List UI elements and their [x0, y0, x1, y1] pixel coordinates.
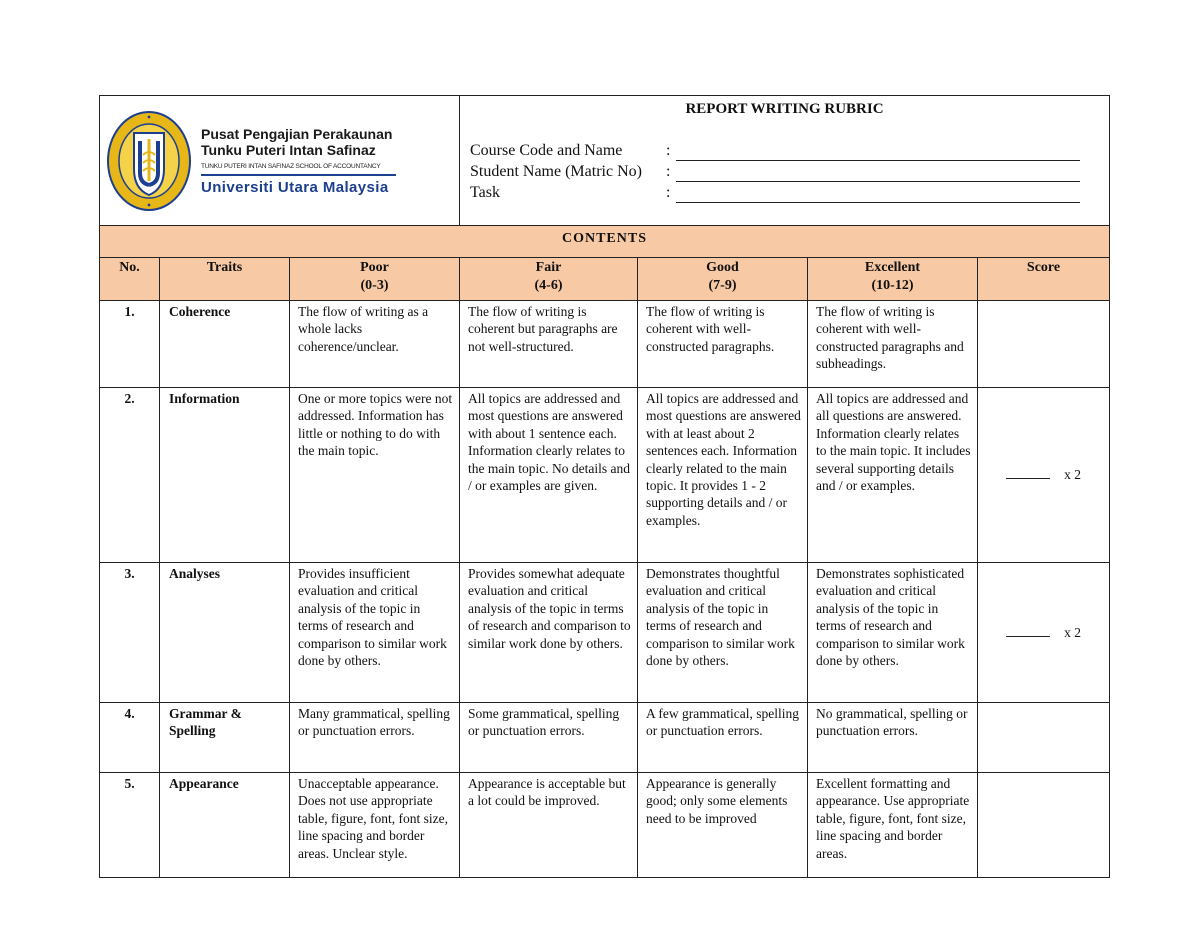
- col-poor: [290, 258, 460, 301]
- header-row: [100, 96, 1110, 226]
- excellent-description: The flow of writing is coherent with well-constructed paragraphs and subheadings.: [808, 301, 978, 388]
- field-colon: :: [666, 142, 671, 159]
- row-number: 5.: [100, 773, 160, 878]
- row-number: 2.: [100, 388, 160, 563]
- field-label: Course Code and Name: [470, 142, 623, 159]
- task-input-line[interactable]: [676, 187, 1080, 203]
- col-fair-label: Fair: [535, 260, 562, 275]
- trait-name: Information: [160, 388, 290, 563]
- logo-cell: [100, 96, 460, 226]
- row-number: 4.: [100, 703, 160, 773]
- good-description: The flow of writing is coherent with well-constructed paragraphs.: [638, 301, 808, 388]
- fair-description: All topics are addressed and most questions are answered with about 1 sentence each. Information clearly relates to the main topic. No details and / or examples are given.: [460, 388, 638, 563]
- excellent-description: No grammatical, spelling or punctuation errors.: [808, 703, 978, 773]
- col-traits-label: Traits: [206, 260, 243, 275]
- institute-name-line1: Pusat Pengajian Perakaunan: [201, 125, 393, 142]
- trait-name: Appearance: [160, 773, 290, 878]
- good-description: Demonstrates thoughtful evaluation and critical analysis of the topic in terms of research and comparison to similar work done by others.: [638, 563, 808, 703]
- poor-description: Unacceptable appearance. Does not use appropriate table, figure, font, font size, line spacing and border areas. Unclear style.: [290, 773, 460, 878]
- col-no-label: No.: [119, 260, 140, 275]
- poor-description: The flow of writing as a whole lacks coherence/unclear.: [290, 301, 460, 388]
- poor-description: One or more topics were not addressed. Information has little or nothing to do with the main topic.: [290, 388, 460, 563]
- col-good-range: (7-9): [708, 278, 737, 293]
- col-score-label: Score: [1026, 260, 1061, 275]
- poor-description: Provides insufficient evaluation and critical analysis of the topic in terms of research and comparison to similar work done by others.: [290, 563, 460, 703]
- course-input-line[interactable]: [676, 145, 1080, 161]
- field-student: [470, 161, 1109, 182]
- excellent-description: Excellent formatting and appearance. Use appropriate table, figure, font, font size, line spacing and border areas.: [808, 773, 978, 878]
- contents-heading: CONTENTS: [100, 226, 1110, 258]
- fair-description: The flow of writing is coherent but paragraphs are not well-structured.: [460, 301, 638, 388]
- row-number: 1.: [100, 301, 160, 388]
- institute-english-name: TUNKU PUTERI INTAN SAFINAZ SCHOOL OF ACCOUNTANCY: [201, 162, 381, 170]
- col-fair: [460, 258, 638, 301]
- field-course: [470, 140, 1109, 161]
- poor-description: Many grammatical, spelling or punctuation errors.: [290, 703, 460, 773]
- trait-name: Analyses: [160, 563, 290, 703]
- title-cell: [460, 96, 1110, 226]
- row-number: 3.: [100, 563, 160, 703]
- excellent-description: All topics are addressed and all questions are answered. Information clearly relates to the main topic. It includes several supporting details and / or examples.: [808, 388, 978, 563]
- table-row: [100, 301, 1110, 388]
- fair-description: Provides somewhat adequate evaluation and critical analysis of the topic in terms of research and comparison to similar work done by others.: [460, 563, 638, 703]
- col-poor-label: Poor: [360, 260, 389, 275]
- col-score: [978, 258, 1110, 301]
- logo-text: [201, 126, 396, 196]
- score-multiplier: x 2: [1064, 467, 1081, 482]
- rubric-table: [99, 95, 1110, 878]
- rubric-title: REPORT WRITING RUBRIC: [685, 101, 884, 117]
- col-traits: [160, 258, 290, 301]
- fair-description: Appearance is acceptable but a lot could be improved.: [460, 773, 638, 878]
- field-label: Task: [470, 184, 500, 201]
- col-no: [100, 258, 160, 301]
- logo-divider: [201, 174, 396, 176]
- col-excellent-range: (10-12): [871, 278, 914, 293]
- excellent-description: Demonstrates sophisticated evaluation and critical analysis of the topic in terms of research and comparison to similar work done by others.: [808, 563, 978, 703]
- score-blank-line[interactable]: [1006, 468, 1050, 479]
- field-task: [470, 182, 1109, 203]
- university-logo: [100, 96, 459, 225]
- col-fair-range: (4-6): [534, 278, 563, 293]
- trait-name: Grammar & Spelling: [160, 703, 290, 773]
- col-excellent: [808, 258, 978, 301]
- col-good: [638, 258, 808, 301]
- field-label: Student Name (Matric No): [470, 163, 642, 180]
- good-description: Appearance is generally good; only some elements need to be improved: [638, 773, 808, 878]
- trait-name: Coherence: [160, 301, 290, 388]
- score-cell[interactable]: [978, 388, 1110, 563]
- col-excellent-label: Excellent: [864, 260, 921, 275]
- table-row: [100, 773, 1110, 878]
- university-seal-icon: [107, 111, 191, 211]
- field-colon: :: [666, 184, 671, 201]
- score-cell[interactable]: [978, 563, 1110, 703]
- good-description: A few grammatical, spelling or punctuation errors.: [638, 703, 808, 773]
- table-row: [100, 388, 1110, 563]
- institute-name-line2: Tunku Puteri Intan Safinaz: [201, 141, 376, 158]
- field-colon: :: [666, 163, 671, 180]
- table-row: [100, 563, 1110, 703]
- student-fields: [470, 140, 1109, 203]
- rubric-sheet: [99, 95, 1109, 878]
- score-cell[interactable]: [978, 773, 1110, 878]
- fair-description: Some grammatical, spelling or punctuation errors.: [460, 703, 638, 773]
- column-header-row: [100, 258, 1110, 301]
- col-good-label: Good: [706, 260, 739, 275]
- good-description: All topics are addressed and most questions are answered with at least about 2 sentences each. Information clearly related to the main topic. It provides 1 - 2 supporting details and / or examples.: [638, 388, 808, 563]
- university-name: Universiti Utara Malaysia: [201, 178, 389, 196]
- table-row: [100, 703, 1110, 773]
- col-poor-range: (0-3): [360, 278, 389, 293]
- student-input-line[interactable]: [676, 166, 1080, 182]
- score-blank-line[interactable]: [1006, 626, 1050, 637]
- score-multiplier: x 2: [1064, 624, 1081, 640]
- score-cell[interactable]: [978, 301, 1110, 388]
- contents-row: [100, 226, 1110, 258]
- score-cell[interactable]: [978, 703, 1110, 773]
